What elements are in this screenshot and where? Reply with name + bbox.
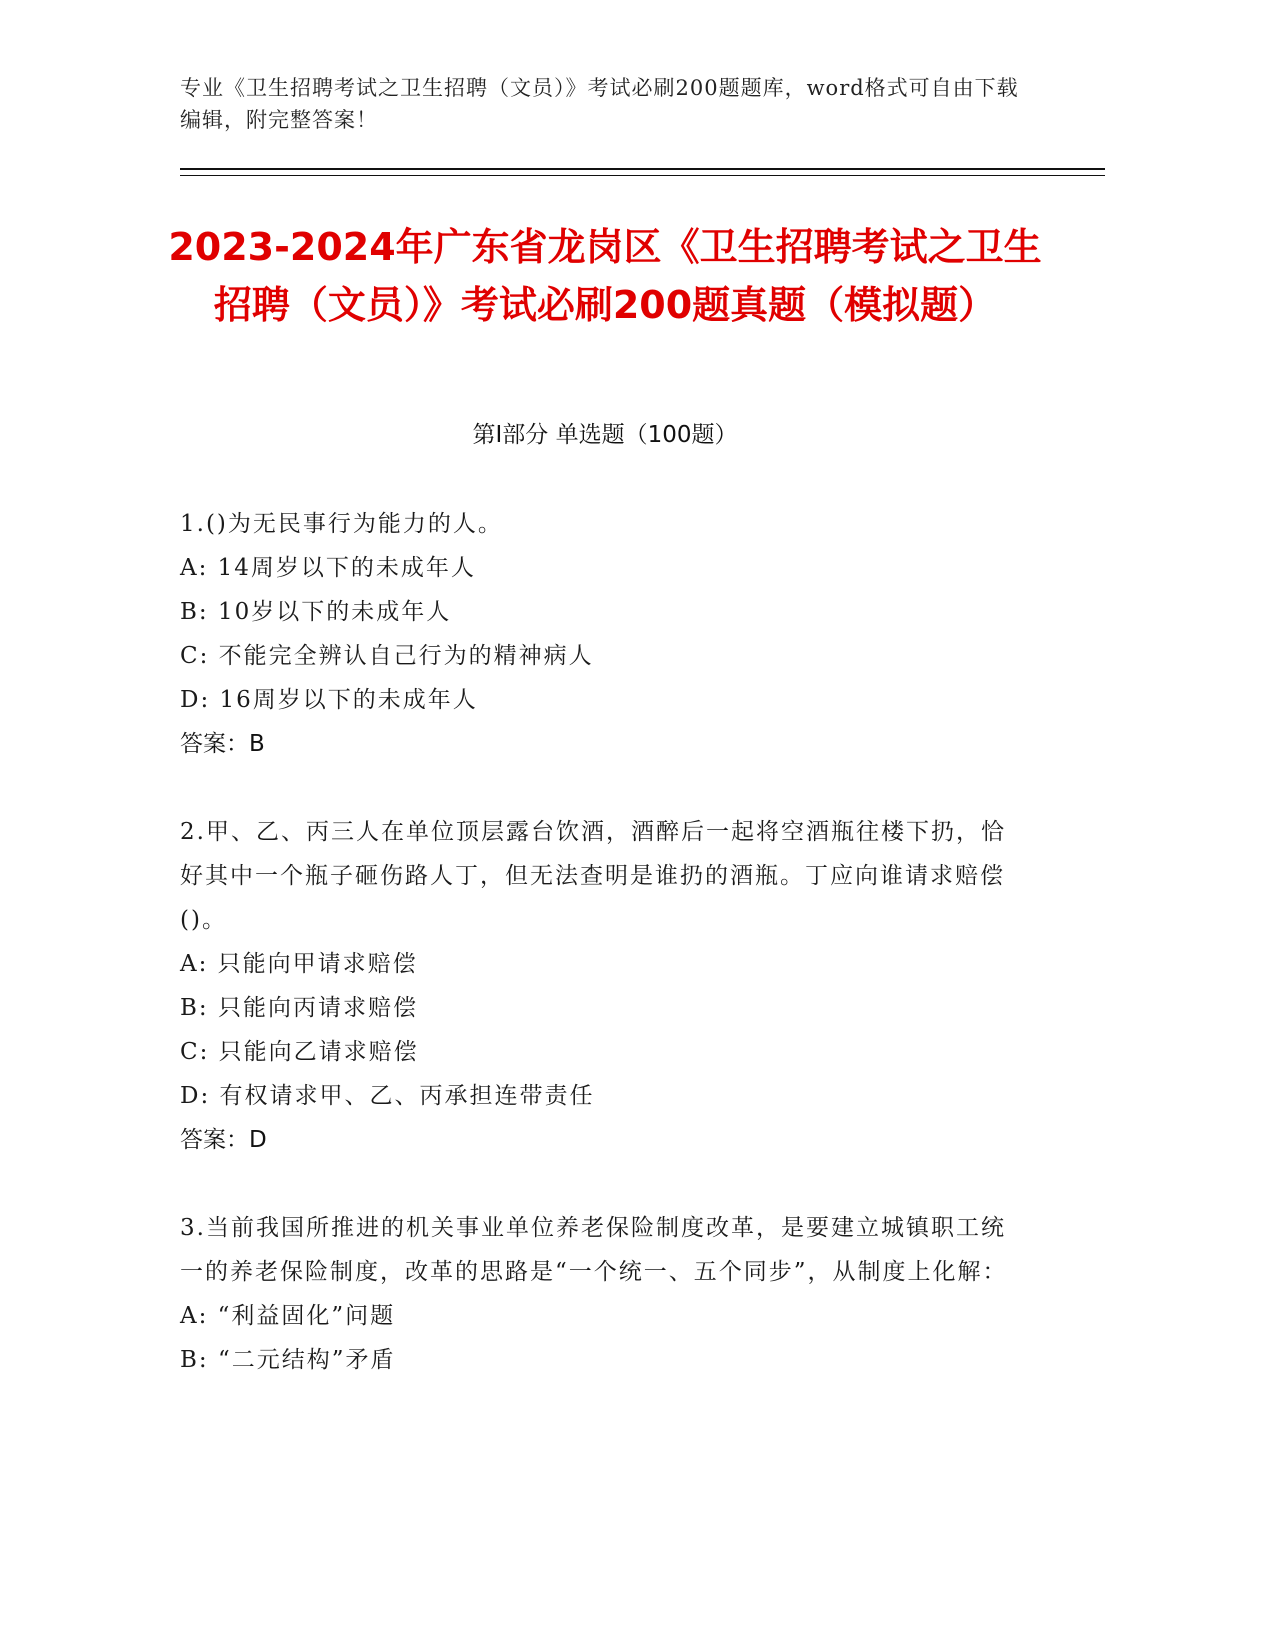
header-rule-thick: [180, 168, 1105, 170]
option-d: D: 有权请求甲、乙、丙承担连带责任: [180, 1083, 595, 1109]
header-rule-thin: [180, 175, 1105, 176]
option-c: C: 不能完全辨认自己行为的精神病人: [180, 643, 594, 669]
answer: 答案：B: [180, 731, 265, 757]
header-note: 专业《卫生招聘考试之卫生招聘（文员）》考试必刷200题题库，word格式可自由下载编辑，附完整答案！: [180, 76, 1019, 132]
document-title: 2023-2024年广东省龙岗区《卫生招聘考试之卫生招聘（文员）》考试必刷200题真题（模拟题）: [168, 225, 1042, 327]
option-a: A: 14周岁以下的未成年人: [180, 555, 476, 581]
answer: 答案：D: [180, 1127, 267, 1153]
question-stem: 1.()为无民事行为能力的人。: [180, 511, 503, 537]
option-a: A: “利益固化”问题: [180, 1303, 396, 1329]
option-d: D: 16周岁以下的未成年人: [180, 687, 478, 713]
question-1: [180, 502, 1020, 766]
option-b: B: “二元结构”矛盾: [180, 1347, 396, 1373]
option-b: B: 只能向丙请求赔偿: [180, 995, 418, 1021]
question-list: [180, 502, 1020, 1426]
option-a: A: 只能向甲请求赔偿: [180, 951, 418, 977]
option-b: B: 10岁以下的未成年人: [180, 599, 452, 625]
question-stem: 2.甲、乙、丙三人在单位顶层露台饮酒，酒醉后一起将空酒瓶往楼下扔，恰好其中一个瓶子砸伤路人丁，但无法查明是谁扔的酒瓶。丁应向谁请求赔偿()。: [180, 819, 1006, 933]
question-stem: 3.当前我国所推进的机关事业单位养老保险制度改革，是要建立城镇职工统一的养老保险制度，改革的思路是“一个统一、五个同步”，从制度上化解：: [180, 1215, 1008, 1285]
question-3: [180, 1206, 1020, 1382]
section-title: 第Ⅰ部分 单选题（100题）: [472, 422, 738, 448]
option-c: C: 只能向乙请求赔偿: [180, 1039, 419, 1065]
question-2: [180, 810, 1020, 1162]
